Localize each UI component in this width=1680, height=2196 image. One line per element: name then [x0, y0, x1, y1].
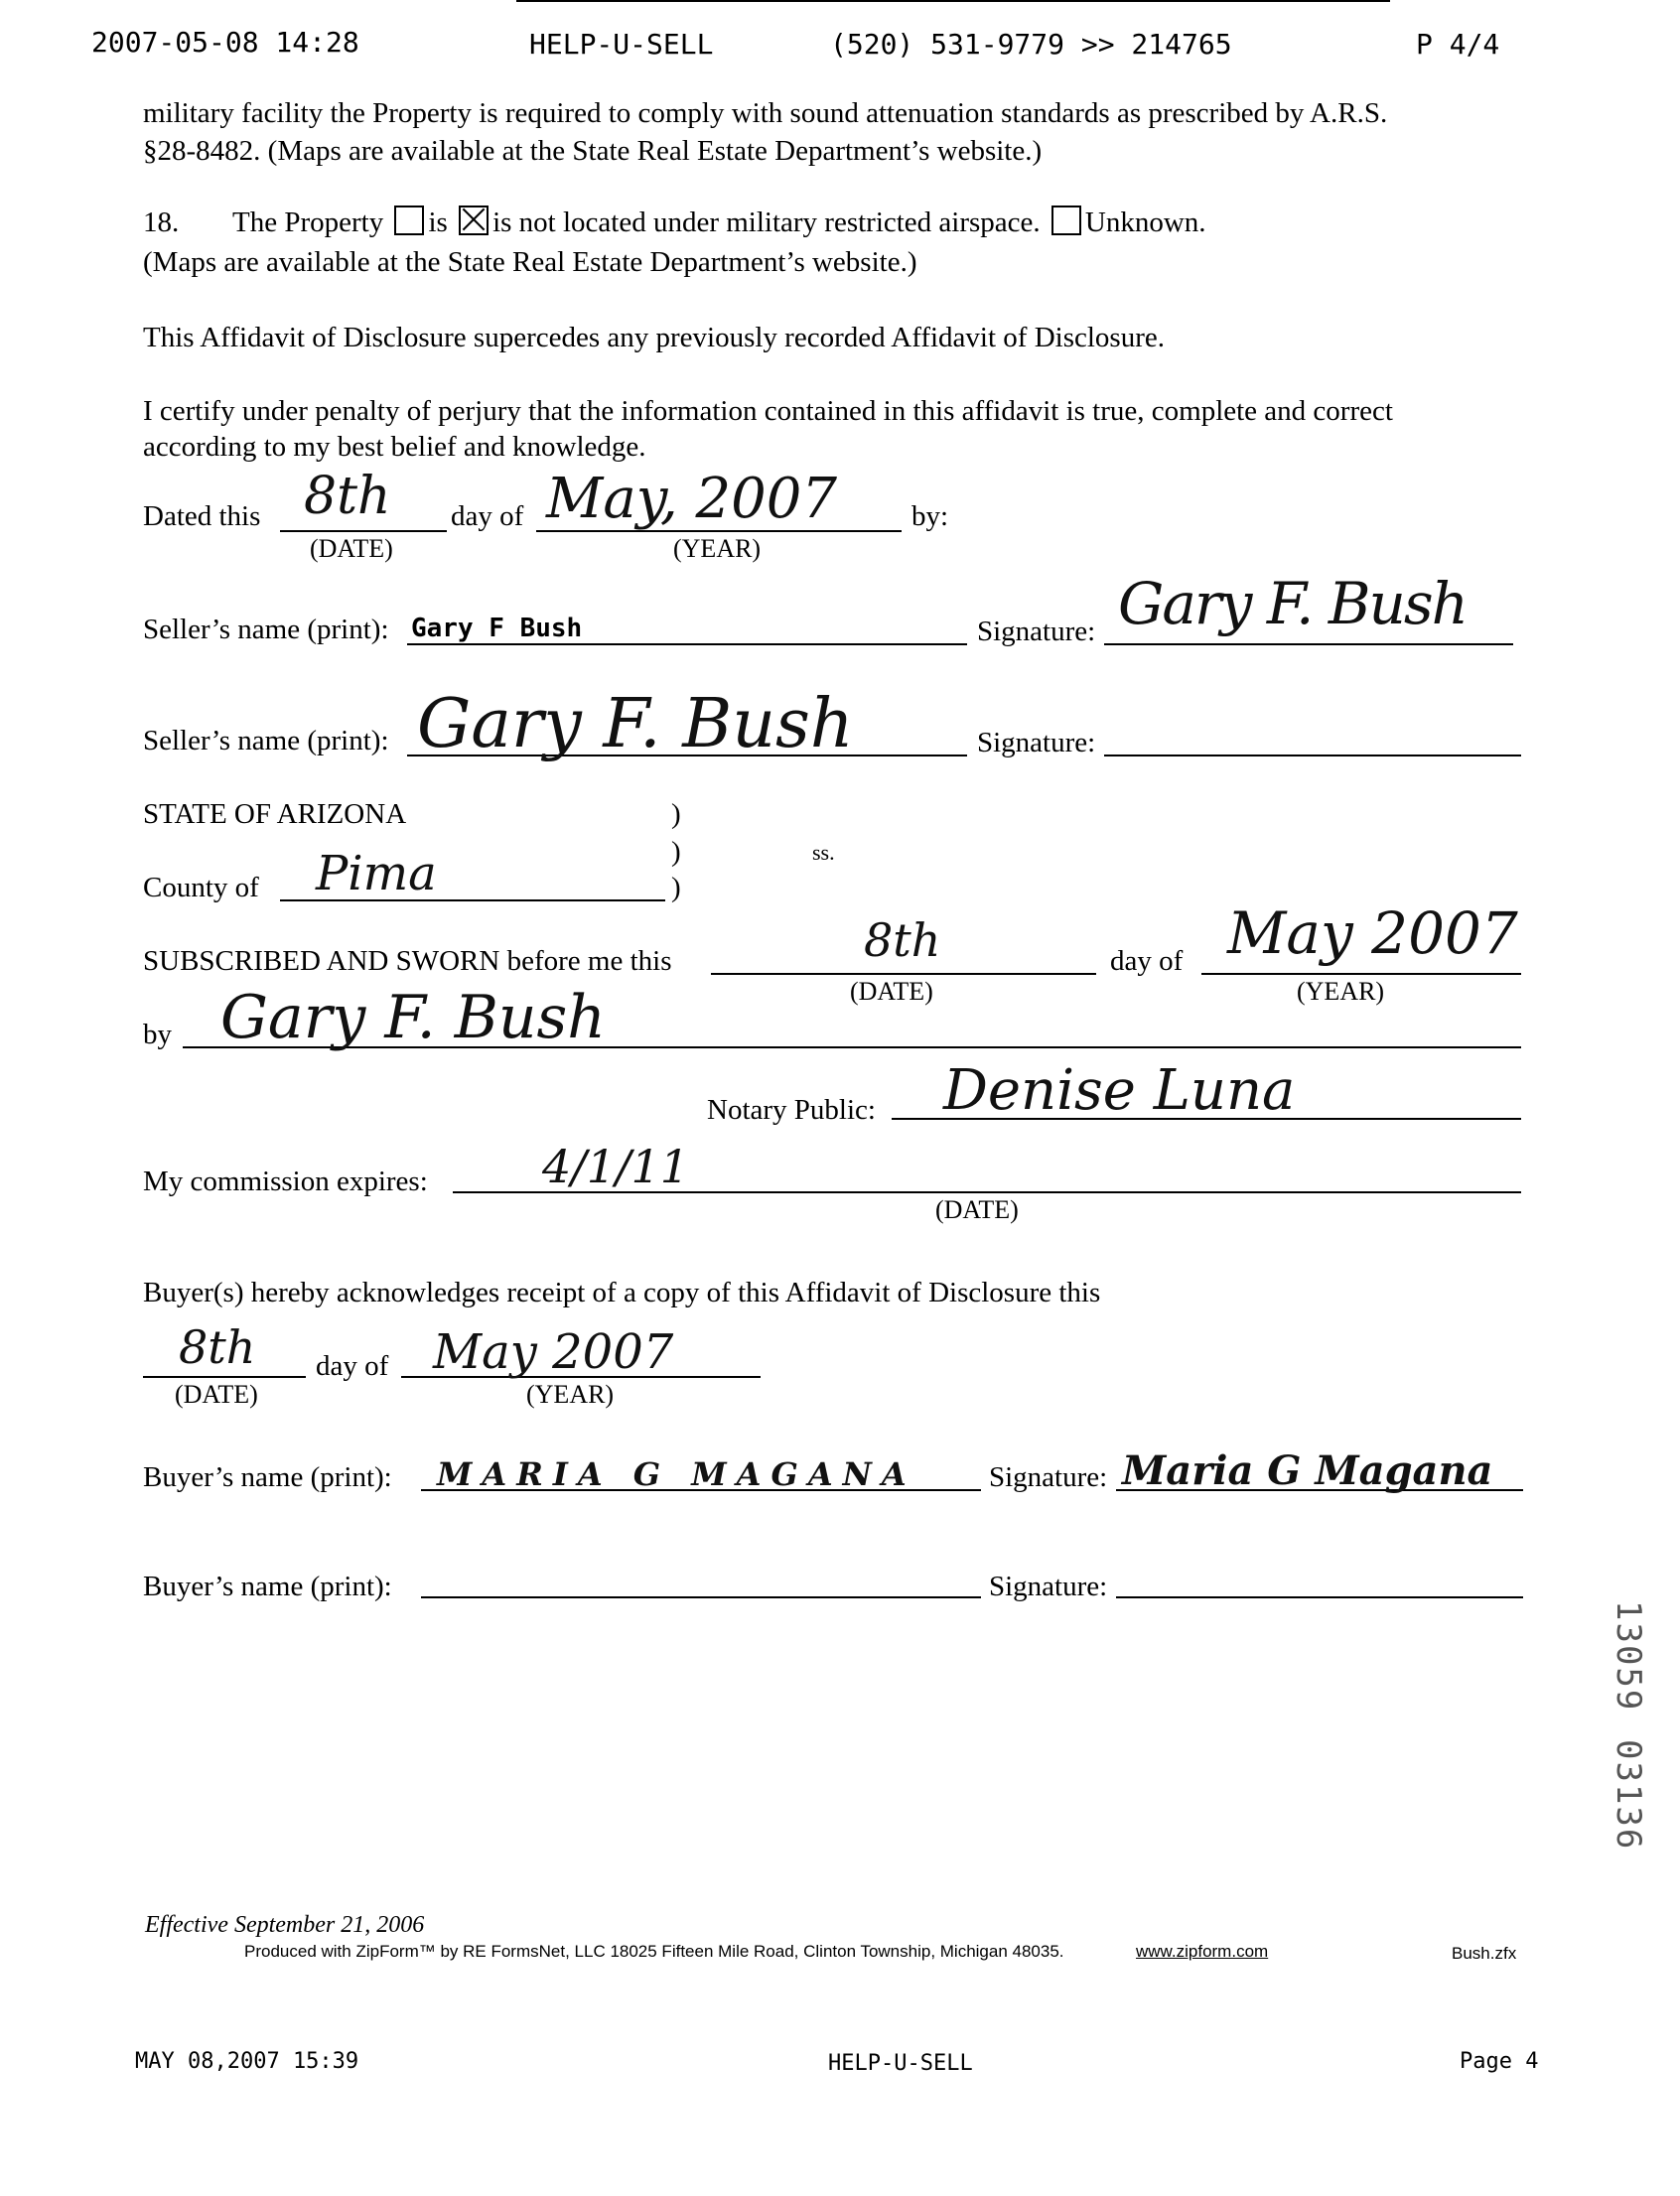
item18-line2: (Maps are available at the State Real Estate Department’s website.) [143, 246, 917, 278]
seller2-sig-label: Signature: [977, 727, 1096, 758]
supersede-text: This Affidavit of Disclosure supercedes any previously recorded Affidavit of Disclosure. [143, 322, 1165, 353]
side-stamp-top: 13059 [1609, 1600, 1648, 1713]
fax-header-phone: (520) 531-9779 >> 214765 [830, 28, 1232, 61]
bracket-3: ) [671, 872, 681, 903]
fax-footer-page: Page 4 [1460, 2049, 1539, 2074]
buyer1-label: Buyer’s name (print): [143, 1461, 392, 1493]
subscribed-label: SUBSCRIBED AND SWORN before me this [143, 945, 672, 977]
seller2-name: Gary F. Bush [417, 685, 854, 763]
checkbox-is-not[interactable] [459, 206, 489, 235]
seller1-label: Seller’s name (print): [143, 614, 389, 645]
checkbox-unknown[interactable] [1051, 206, 1081, 235]
notary-by-value: Gary F. Bush [220, 983, 606, 1052]
seller2-label: Seller’s name (print): [143, 725, 389, 756]
subscribed-year-caption: (YEAR) [1297, 977, 1385, 1006]
notary-signature: Denise Luna [943, 1058, 1296, 1123]
subscribed-year-line[interactable] [1201, 973, 1521, 975]
buyer-ack-dayof: day of [316, 1350, 389, 1382]
checkbox-is[interactable] [394, 206, 424, 235]
seller1-name-line[interactable] [407, 643, 967, 645]
seller1-signature: Gary F. Bush [1118, 570, 1468, 637]
commission-caption: (DATE) [935, 1195, 1019, 1224]
buyer1-name: MARIA G MAGANA [437, 1455, 916, 1493]
commission-value: 4/1/11 [542, 1140, 690, 1193]
buyer-ack-year-value: May 2007 [433, 1324, 674, 1380]
buyer-ack-year-caption: (YEAR) [526, 1380, 615, 1409]
buyer1-signature: Maria G Magana [1122, 1447, 1493, 1494]
dated-year-value: May, 2007 [546, 467, 838, 531]
fax-footer-sender: HELP-U-SELL [828, 2051, 973, 2076]
dated-lead: Dated this [143, 500, 261, 532]
notary-by-label: by [143, 1019, 172, 1050]
seller1-name: Gary F Bush [411, 614, 583, 643]
buyer-ack-date-line[interactable] [143, 1376, 306, 1378]
buyer2-name-line[interactable] [421, 1596, 981, 1598]
side-stamp-bottom: 03136 [1609, 1739, 1648, 1852]
footer-effective: Effective September 21, 2006 [145, 1912, 425, 1938]
footer-url[interactable]: www.zipform.com [1136, 1942, 1269, 1961]
item18-lead: The Property [232, 206, 384, 238]
bracket-1: ) [671, 798, 681, 830]
item18-is-label: is [428, 206, 448, 238]
fax-footer-datetime: MAY 08,2007 15:39 [135, 2049, 359, 2074]
seller2-sig-line[interactable] [1104, 755, 1521, 756]
commission-label: My commission expires: [143, 1166, 428, 1197]
buyer-ack-text: Buyer(s) hereby acknowledges receipt of a copy of this Affidavit of Disclosure this [143, 1277, 1101, 1308]
certify-line1: I certify under penalty of perjury that the information contained in this affidavit is true, complete and correct [143, 395, 1393, 427]
fax-header-sender: HELP-U-SELL [529, 28, 714, 61]
subscribed-date-line[interactable] [711, 973, 1096, 975]
buyer-ack-date-caption: (DATE) [175, 1380, 258, 1409]
state-label: STATE OF ARIZONA [143, 798, 407, 830]
subscribed-date-caption: (DATE) [850, 977, 933, 1006]
bracket-2: ) [671, 836, 681, 868]
subscribed-date-value: 8th [864, 913, 941, 967]
item18-isnot-label: is not located under military restricted airspace. [492, 206, 1041, 238]
top-rule [516, 0, 1390, 2]
item18-line1 [232, 205, 1206, 240]
seller1-sig-label: Signature: [977, 616, 1096, 647]
footer-filename: Bush.zfx [1452, 1944, 1517, 1963]
fax-header-datetime: 2007-05-08 14:28 [91, 26, 359, 59]
seller1-sig-line[interactable] [1104, 643, 1513, 645]
subscribed-year-value: May 2007 [1227, 899, 1518, 967]
dated-date-caption: (DATE) [310, 534, 393, 563]
footer-produced: Produced with ZipForm™ by RE FormsNet, LLC 18025 Fifteen Mile Road, Clinton Township, Michigan 48035. [244, 1942, 1064, 1961]
buyer-ack-date-value: 8th [179, 1320, 256, 1374]
item18-unknown-label: Unknown. [1084, 206, 1206, 238]
fax-header-page: P 4/4 [1416, 28, 1500, 61]
dated-year-caption: (YEAR) [673, 534, 762, 563]
ss-label: ss. [812, 840, 835, 865]
buyer1-sig-label: Signature: [989, 1461, 1108, 1493]
dated-by: by: [911, 500, 949, 532]
county-label: County of [143, 872, 259, 903]
item18-number: 18. [143, 206, 180, 238]
dated-dayof: day of [451, 500, 524, 532]
dated-date-line[interactable] [280, 530, 447, 532]
para17-line2: §28-8482. (Maps are available at the State Real Estate Department’s website.) [143, 135, 1043, 167]
para17-line1: military facility the Property is required to comply with sound attenuation standards as prescribed by A.R.S. [143, 97, 1388, 129]
subscribed-dayof: day of [1110, 945, 1184, 977]
dated-date-value: 8th [304, 467, 391, 526]
county-value: Pima [316, 846, 437, 901]
certify-line2: according to my best belief and knowledge. [143, 431, 646, 463]
buyer2-label: Buyer’s name (print): [143, 1571, 392, 1602]
buyer2-sig-label: Signature: [989, 1571, 1108, 1602]
buyer2-sig-line[interactable] [1116, 1596, 1523, 1598]
notary-public-label: Notary Public: [707, 1094, 876, 1126]
